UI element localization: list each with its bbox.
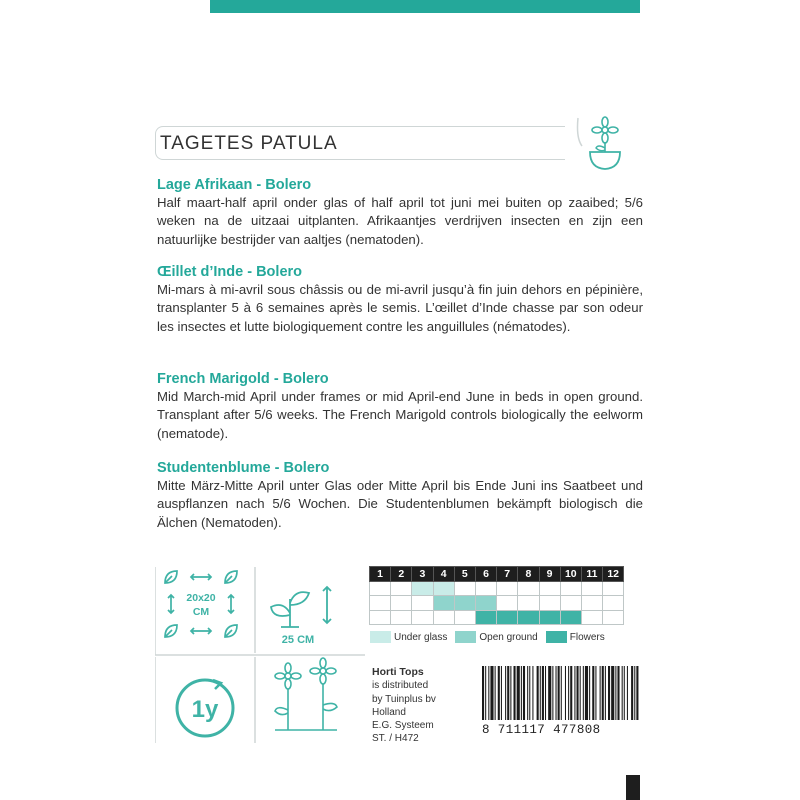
section-text: Mitte März-Mitte April unter Glas oder Mitte April bis Ende Juni ins Saatbeet und auspflanzen nach 5/6 Wochen. Die Studentenblumen bekämpft biologisch die Älchen (Nematoden). — [157, 478, 643, 530]
section-text: Mid March-mid April under frames or mid April-end June in beds in open ground. Transplant after 5/6 weeks. The French Marigold controls biologically the eelworm (nematode). — [157, 389, 643, 441]
month-11: 11 — [581, 567, 602, 582]
barcode-bar — [565, 666, 566, 720]
legend-under-glass — [370, 631, 447, 643]
calendar-cell — [581, 581, 602, 596]
distributor-line: E.G. Systeem — [372, 720, 434, 732]
calendar-cell — [560, 596, 581, 611]
calendar-cell — [370, 596, 391, 611]
month-10: 10 — [560, 567, 581, 582]
calendar-cell — [433, 581, 454, 596]
legend-label: Open ground — [479, 631, 538, 643]
month-3: 3 — [412, 567, 433, 582]
calendar-cell — [412, 596, 433, 611]
flowers-icon — [275, 658, 337, 730]
calendar-cell — [603, 581, 624, 596]
calendar-cell — [497, 610, 518, 625]
barcode-bar — [558, 666, 560, 720]
calendar-cell — [560, 610, 581, 625]
calendar-row-open-ground — [370, 596, 624, 611]
calendar-row-flowers — [370, 610, 624, 625]
barcode-bar — [532, 666, 533, 720]
barcode-number: 8 711117 477808 — [482, 723, 601, 737]
section-text: Mi-mars à mi-avril sous châssis ou de mi-avril jusqu’à fin juin dehors en pépinière, transplanter 5 à 6 semaines après le semis. L’œillet d’Inde chasse par son odeur les insectes et lutte biologiquement contre les anguillules (nématodes). — [157, 282, 643, 334]
calendar-cell — [454, 581, 475, 596]
legend-label: Under glass — [394, 631, 448, 643]
lifecycle-value: 1y — [191, 696, 219, 723]
calendar-cell — [475, 596, 496, 611]
barcode-bar — [600, 666, 601, 720]
calendar-cell — [603, 610, 624, 625]
barcode-bar — [501, 666, 502, 720]
barcode-bar — [523, 666, 525, 720]
month-9: 9 — [539, 567, 560, 582]
month-1: 1 — [370, 567, 391, 582]
section-heading: Studentenblume - Bolero — [157, 460, 330, 476]
section-text: Half maart-half april onder glas of half april tot juni mei buiten op zaaibed; 5/6 weken na de uitzaai uitplanten. Afrikaantjes verdrijven insecten en zijn een natuurlijke bestrijder van aaltjes (nematoden). — [157, 195, 643, 247]
section-german — [157, 459, 643, 532]
barcode-bar — [617, 666, 619, 720]
section-heading: French Marigold - Bolero — [157, 371, 329, 387]
barcode-bar — [482, 666, 484, 720]
barcode-bar — [537, 666, 539, 720]
month-4: 4 — [433, 567, 454, 582]
calendar-months — [370, 567, 624, 582]
calendar-cell — [433, 596, 454, 611]
barcode-bar — [568, 666, 569, 720]
barcode-bar — [570, 666, 572, 720]
top-color-bar — [210, 0, 640, 13]
calendar-cell — [518, 610, 539, 625]
section-heading: Œillet d’Inde - Bolero — [157, 264, 303, 280]
calendar-cell — [370, 581, 391, 596]
barcode-bar — [577, 666, 579, 720]
barcode-bar — [521, 666, 522, 720]
barcode-bar — [495, 666, 496, 720]
calendar-cell — [518, 596, 539, 611]
barcode-bar — [490, 666, 493, 720]
seedling-height-icon — [271, 587, 331, 627]
calendar-cell — [475, 581, 496, 596]
calendar-cell — [391, 610, 412, 625]
barcode-bar — [505, 666, 506, 720]
barcode-bar — [542, 666, 544, 720]
section-dutch — [157, 176, 643, 249]
barcode-bar — [574, 666, 575, 720]
cut-mark — [626, 775, 640, 800]
barcode-bar — [589, 666, 590, 720]
calendar-cell — [497, 581, 518, 596]
month-6: 6 — [475, 567, 496, 582]
legend-flowers — [546, 631, 605, 643]
barcode-bar — [611, 666, 614, 720]
calendar-cell — [539, 596, 560, 611]
spacing-value: 20x20 — [186, 592, 216, 604]
month-2: 2 — [391, 567, 412, 582]
spacing-unit: CM — [192, 606, 210, 618]
calendar-cell — [581, 610, 602, 625]
barcode-bar — [615, 666, 616, 720]
calendar-cell — [412, 610, 433, 625]
height-value: 25 CM — [281, 634, 315, 646]
barcode-bar — [592, 666, 594, 720]
barcode-bar — [631, 666, 633, 720]
legend-open-ground — [455, 631, 537, 643]
barcode-bar — [636, 666, 638, 720]
calendar-cell — [370, 610, 391, 625]
barcode-bar — [622, 666, 623, 720]
barcode-bar — [605, 666, 606, 720]
month-7: 7 — [497, 567, 518, 582]
barcode-bar — [498, 666, 500, 720]
legend-label: Flowers — [569, 631, 605, 643]
legend-swatch — [546, 631, 567, 643]
barcode-bar — [527, 666, 528, 720]
calendar-cell — [497, 596, 518, 611]
calendar-cell — [475, 610, 496, 625]
barcode-bar — [561, 666, 562, 720]
calendar-row-under-glass — [370, 581, 624, 596]
barcode-bar — [627, 666, 628, 720]
section-english — [157, 370, 643, 443]
calendar-cell — [560, 581, 581, 596]
distributor-line: ST. / H472 — [372, 733, 419, 745]
calendar-cell — [603, 596, 624, 611]
calendar-cell — [391, 596, 412, 611]
sowing-calendar — [369, 566, 624, 625]
distributor-line: Holland — [372, 706, 406, 718]
legend-swatch — [370, 631, 391, 643]
section-french — [157, 263, 643, 336]
planting-info-icons — [155, 565, 365, 745]
barcode-bar — [529, 666, 530, 720]
calendar-cell — [539, 581, 560, 596]
month-12: 12 — [603, 567, 624, 582]
calendar-cell — [454, 610, 475, 625]
distributor-line: by Tuinplus bv — [372, 693, 436, 705]
barcode-bar — [510, 666, 511, 720]
calendar-cell — [412, 581, 433, 596]
barcode-bar — [485, 666, 486, 720]
calendar-cell — [581, 596, 602, 611]
barcode-bar — [583, 666, 584, 720]
calendar-cell — [539, 610, 560, 625]
calendar-legend — [370, 630, 613, 644]
month-5: 5 — [454, 567, 475, 582]
barcode-bar — [552, 666, 553, 720]
barcode-bar — [548, 666, 551, 720]
barcode-bar — [507, 666, 509, 720]
barcode-bar — [595, 666, 596, 720]
barcode-bar — [624, 666, 625, 720]
distributor-info — [372, 666, 436, 746]
barcode-bar — [514, 666, 516, 720]
barcode-bar — [488, 666, 489, 720]
calendar-cell — [518, 581, 539, 596]
calendar-cell — [391, 581, 412, 596]
barcode-bar — [517, 666, 520, 720]
calendar-cell — [433, 610, 454, 625]
legend-swatch — [455, 631, 476, 643]
distributor-line: is distributed — [372, 680, 429, 692]
barcode-bar — [556, 666, 557, 720]
brand-name: Horti Tops — [372, 666, 424, 678]
barcode-bar — [580, 666, 581, 720]
spacing-icon — [165, 571, 237, 637]
species-title: TAGETES PATULA — [160, 133, 338, 154]
calendar-cell — [454, 596, 475, 611]
barcode-bar — [634, 666, 635, 720]
barcode-bar — [602, 666, 604, 720]
month-8: 8 — [518, 567, 539, 582]
section-heading: Lage Afrikaan - Bolero — [157, 177, 312, 193]
barcode-bar — [608, 666, 610, 720]
barcode-bar — [585, 666, 588, 720]
potted-plant-icon — [572, 112, 630, 176]
barcode-bar — [545, 666, 546, 720]
barcode-bar — [540, 666, 541, 720]
